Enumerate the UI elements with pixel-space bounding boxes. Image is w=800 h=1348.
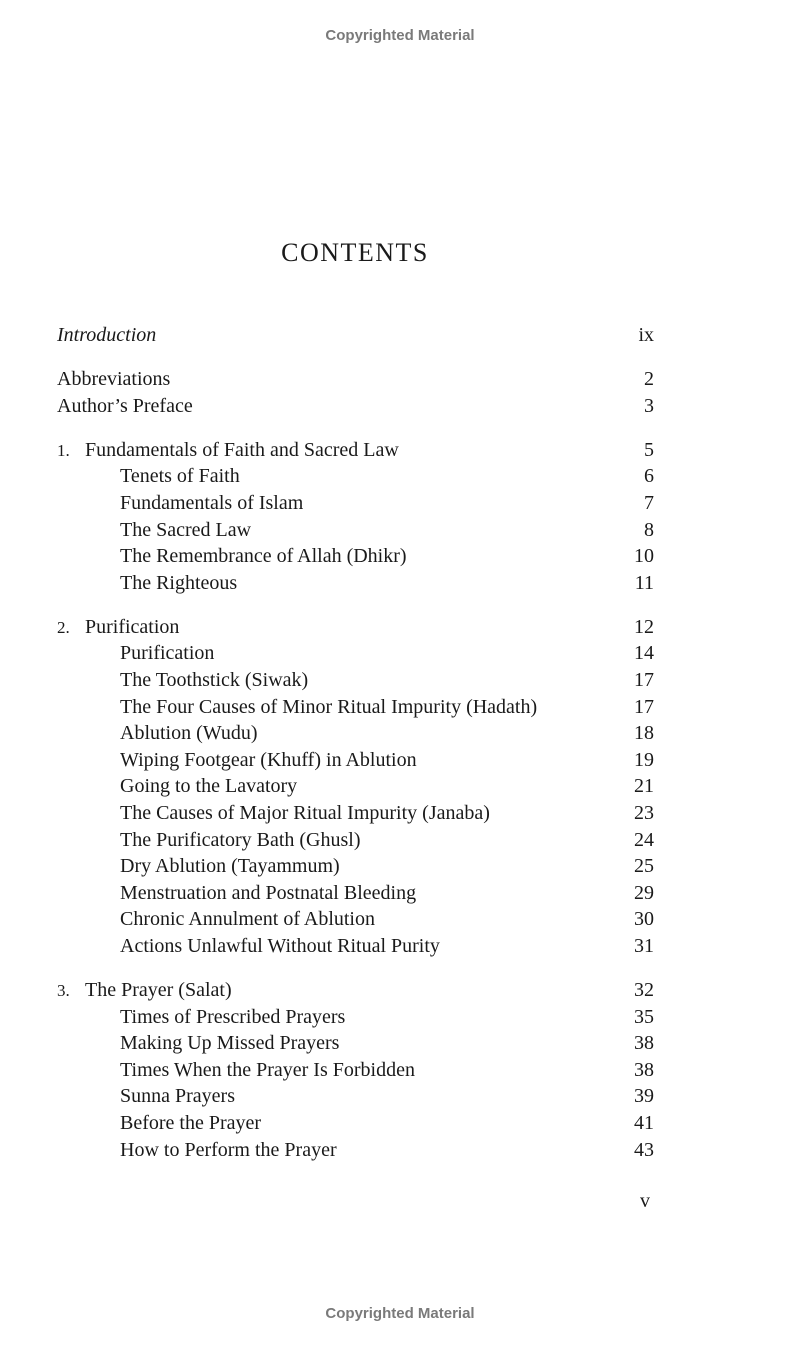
chapter-number: 2.: [57, 617, 70, 637]
toc-section-page: 8: [644, 518, 654, 541]
toc-chapter-label: Fundamentals of Faith and Sacred Law: [85, 438, 399, 461]
toc-section-page: 24: [634, 828, 654, 851]
toc-section-label: Before the Prayer: [120, 1112, 262, 1135]
toc-section[interactable]: [57, 1030, 654, 1057]
toc-section-page: 30: [634, 908, 654, 931]
toc-section-page: 38: [634, 1058, 654, 1081]
toc-section-page: 39: [634, 1085, 654, 1108]
toc-section[interactable]: [57, 694, 654, 721]
toc-entry-label: Author’s Preface: [57, 394, 193, 417]
toc-section[interactable]: [57, 1137, 654, 1164]
toc-section-page: 21: [634, 775, 654, 798]
toc-section-label: The Purificatory Bath (Ghusl): [120, 828, 361, 851]
toc-section-page: 23: [634, 802, 654, 824]
toc-section-label: Purification: [120, 642, 215, 665]
toc-entry-page: 32: [634, 979, 654, 1002]
toc-section-label: The Toothstick (Siwak): [120, 669, 309, 692]
toc-section[interactable]: [57, 1083, 654, 1110]
toc-section-label: The Righteous: [120, 571, 238, 594]
toc-section-page: 6: [644, 465, 654, 488]
toc-section-label: The Four Causes of Minor Ritual Impurity (Hadath): [120, 695, 538, 718]
toc-entry-introduction[interactable]: [57, 322, 654, 349]
toc-section[interactable]: [57, 1057, 654, 1084]
toc-section[interactable]: [57, 517, 654, 544]
toc-section-label: Menstruation and Postnatal Bleeding: [120, 881, 417, 904]
toc-chapter-label: Purification: [85, 615, 180, 638]
toc-section-label: Tenets of Faith: [120, 465, 240, 488]
chapter-number: 3.: [57, 981, 70, 1001]
toc-section[interactable]: [57, 747, 654, 774]
toc-section[interactable]: [57, 463, 654, 490]
toc-entry-label: Introduction: [57, 324, 157, 346]
toc-section-page: 11: [634, 571, 654, 594]
toc-chapter-2[interactable]: [57, 614, 654, 641]
toc-entry-authors-preface[interactable]: [57, 393, 654, 420]
toc-chapter-1[interactable]: [57, 437, 654, 464]
toc-section[interactable]: [57, 490, 654, 517]
table-of-contents: [57, 322, 654, 1163]
toc-section-label: The Causes of Major Ritual Impurity (Janaba): [120, 802, 490, 824]
toc-section-label: The Remembrance of Allah (Dhikr): [120, 545, 407, 568]
toc-section[interactable]: [57, 827, 654, 854]
toc-entry-page: 2: [644, 368, 654, 391]
toc-section-page: 18: [634, 722, 654, 745]
toc-section-page: 29: [634, 881, 654, 904]
toc-chapter-label: The Prayer (Salat): [85, 979, 232, 1002]
toc-section-label: Going to the Lavatory: [120, 775, 298, 798]
chapter-number: 1.: [57, 440, 70, 460]
toc-section-label: Sunna Prayers: [120, 1085, 235, 1108]
toc-entry-label: Abbreviations: [57, 368, 171, 391]
toc-section-page: 25: [634, 855, 654, 878]
toc-section-label: The Sacred Law: [120, 518, 252, 541]
toc-section-page: 17: [634, 695, 654, 718]
toc-section-page: 41: [634, 1112, 654, 1135]
toc-section[interactable]: [57, 543, 654, 570]
toc-section[interactable]: [57, 933, 654, 960]
toc-section-label: Times of Prescribed Prayers: [120, 1005, 346, 1028]
toc-section[interactable]: [57, 906, 654, 933]
toc-entry-page: 3: [644, 394, 654, 417]
toc-section[interactable]: [57, 800, 654, 827]
page-title: CONTENTS: [281, 238, 429, 267]
toc-section-label: Actions Unlawful Without Ritual Purity: [120, 934, 440, 957]
toc-section-page: 14: [634, 642, 654, 665]
toc-section-label: Fundamentals of Islam: [120, 491, 304, 514]
toc-section-page: 38: [634, 1032, 654, 1055]
toc-section-page: 17: [634, 669, 654, 692]
toc-section[interactable]: [57, 640, 654, 667]
toc-section-label: Wiping Footgear (Khuff) in Ablution: [120, 748, 417, 771]
toc-section-label: Chronic Annulment of Ablution: [120, 908, 375, 931]
copyright-watermark-bottom: Copyrighted Material: [325, 1305, 475, 1322]
toc-section[interactable]: [57, 1004, 654, 1031]
toc-section[interactable]: [57, 667, 654, 694]
toc-entry-abbreviations[interactable]: [57, 366, 654, 393]
copyright-watermark-top: Copyrighted Material: [325, 27, 475, 44]
toc-section-label: How to Perform the Prayer: [120, 1138, 337, 1161]
toc-section[interactable]: [57, 880, 654, 907]
toc-entry-page: 12: [634, 615, 654, 638]
toc-section-page: 19: [634, 748, 654, 771]
toc-chapter-3[interactable]: [57, 977, 654, 1004]
page-number: v: [640, 1190, 650, 1212]
toc-section-label: Dry Ablution (Tayammum): [120, 855, 340, 878]
toc-section[interactable]: [57, 720, 654, 747]
toc-section-label: Ablution (Wudu): [120, 722, 258, 745]
toc-section[interactable]: [57, 570, 654, 597]
toc-entry-page: 5: [644, 438, 654, 461]
toc-section-page: 10: [634, 545, 654, 568]
toc-section-label: Making Up Missed Prayers: [120, 1032, 340, 1055]
toc-section-page: 31: [634, 934, 654, 957]
toc-section-label: Times When the Prayer Is Forbidden: [120, 1058, 415, 1081]
toc-section-page: 7: [644, 491, 654, 514]
toc-section[interactable]: [57, 1110, 654, 1137]
toc-section-page: 35: [634, 1005, 654, 1028]
toc-section[interactable]: [57, 773, 654, 800]
toc-entry-page: ix: [638, 324, 654, 346]
toc-section-page: 43: [634, 1138, 654, 1161]
toc-section[interactable]: [57, 853, 654, 880]
